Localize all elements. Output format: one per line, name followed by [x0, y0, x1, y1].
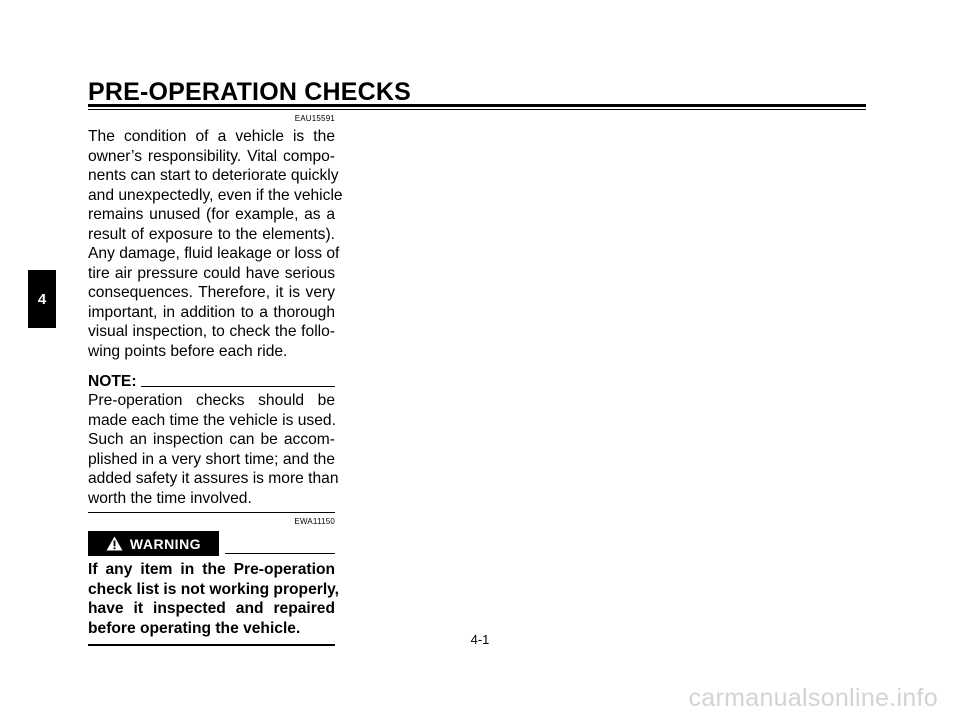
- warning-label: WARNING: [129, 535, 202, 552]
- warning-header-rule: [225, 553, 335, 554]
- text-line: worth the time involved.: [88, 489, 252, 507]
- warning-code: EWA11150: [294, 517, 335, 526]
- text-line: plished in a very short time; and the: [88, 450, 335, 468]
- section-code: EAU15591: [294, 114, 335, 123]
- text-line: before operating the vehicle.: [88, 619, 301, 637]
- text-line: Pre-operation checks should be: [88, 392, 335, 409]
- note-header: [88, 372, 335, 391]
- text-line: added safety it assures is more than: [88, 470, 339, 487]
- text-line: consequences. Therefore, it is very: [88, 284, 335, 301]
- text-line: made each time the vehicle is used.: [88, 411, 336, 429]
- warning-badge: [88, 531, 219, 556]
- note-label: NOTE:: [88, 373, 137, 390]
- warning-header: [88, 531, 335, 556]
- text-line: important, in addition to a thorough: [88, 303, 335, 321]
- text-line: If any item in the Pre-operation: [88, 561, 335, 578]
- text-line: remains unused (for example, as a: [88, 206, 335, 223]
- text-line: result of exposure to the elements).: [88, 225, 335, 243]
- intro-paragraph: [88, 127, 343, 361]
- text-line: check list is not working properly,: [88, 580, 339, 598]
- note-end-rule: [88, 512, 335, 513]
- chapter-tab: [28, 270, 56, 328]
- title-rule: [88, 104, 866, 110]
- text-line: nents can start to deteriorate quickly: [88, 167, 339, 184]
- page-title: PRE-OPERATION CHECKS: [88, 78, 412, 106]
- text-line: owner’s responsibility. Vital compo-: [88, 147, 335, 165]
- page-number: 4-1: [470, 632, 490, 647]
- text-line: The condition of a vehicle is the: [88, 128, 335, 145]
- content-column: [88, 114, 343, 646]
- text-line: tire air pressure could have serious: [88, 264, 335, 282]
- warning-paragraph: [88, 560, 339, 638]
- warning-triangle-icon: [106, 536, 123, 551]
- note-paragraph: [88, 391, 339, 508]
- text-line: wing points before each ride.: [88, 342, 288, 360]
- text-line: have it inspected and repaired: [88, 600, 335, 617]
- watermark: carmanualsonline.info: [688, 684, 938, 712]
- text-line: and unexpectedly, even if the vehicle: [88, 186, 343, 204]
- chapter-tab-label: 4: [37, 290, 47, 308]
- text-line: Such an inspection can be accom-: [88, 431, 335, 448]
- note-header-rule: [141, 386, 335, 387]
- text-line: Any damage, fluid leakage or loss of: [88, 245, 340, 262]
- text-line: visual inspection, to check the follo-: [88, 323, 335, 340]
